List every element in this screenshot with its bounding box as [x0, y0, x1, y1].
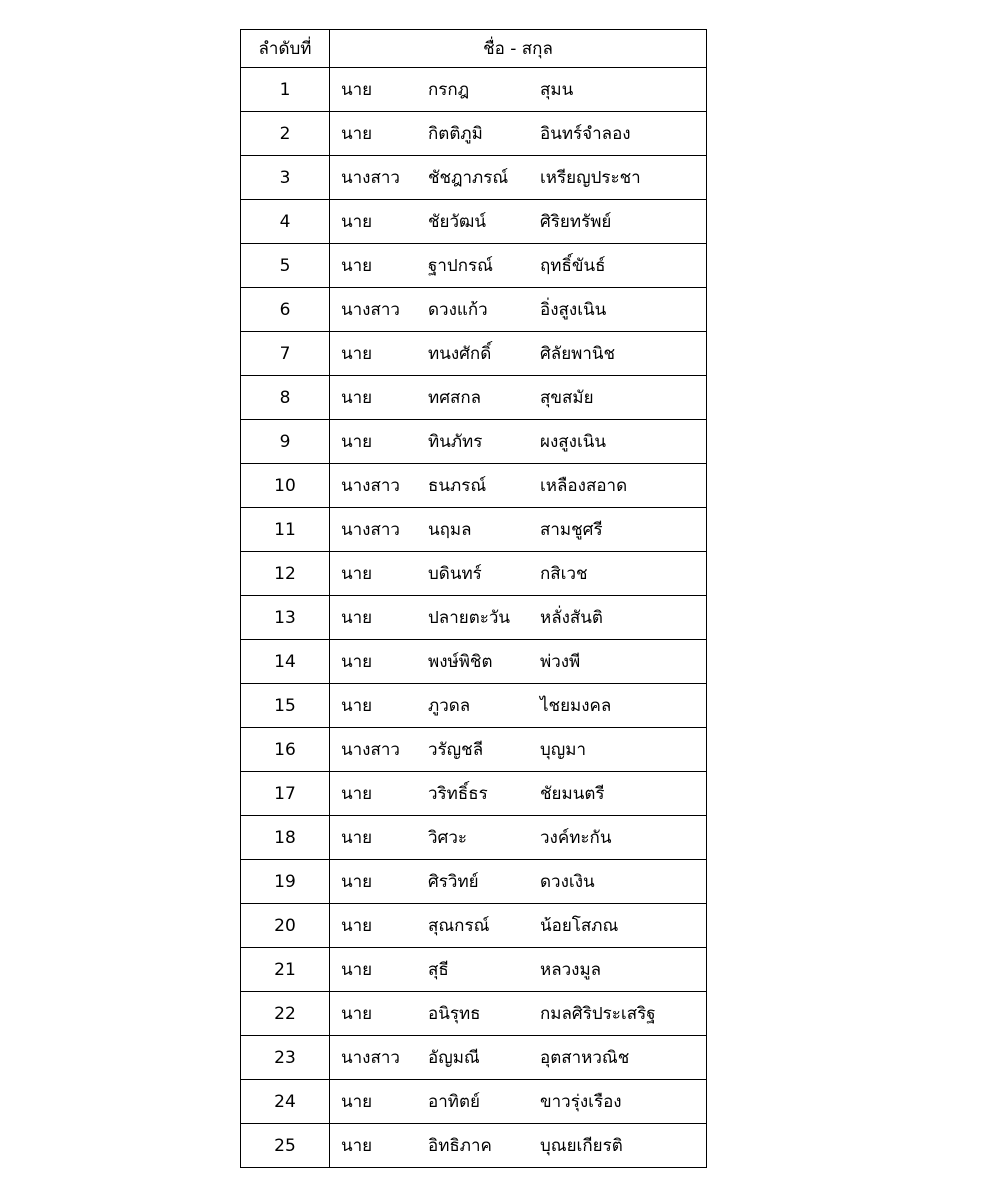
name-title: นาย — [341, 1092, 373, 1112]
header-row — [241, 30, 707, 68]
first-name: ชัยวัฒน์ — [428, 212, 487, 232]
last-name: ดวงเงิน — [540, 872, 595, 892]
table-row — [241, 640, 707, 684]
name-title: นาย — [341, 960, 373, 980]
first-name: วรัญชลี — [428, 740, 484, 760]
table-row — [241, 376, 707, 420]
table-row — [241, 772, 707, 816]
table-row — [241, 1124, 707, 1168]
first-name: วิศวะ — [428, 828, 468, 848]
first-name: อนิรุทธ — [428, 1004, 481, 1024]
order-number: 3 — [241, 156, 330, 200]
full-name-cell — [330, 332, 707, 376]
order-number: 15 — [241, 684, 330, 728]
order-number: 14 — [241, 640, 330, 684]
last-name: หลวงมูล — [540, 960, 602, 980]
name-line — [330, 516, 706, 540]
name-title: นาย — [341, 388, 373, 408]
full-name-cell — [330, 904, 707, 948]
first-name: กรกฎ — [428, 80, 470, 100]
table-body — [241, 68, 707, 1168]
first-name: อิทธิภาค — [428, 1136, 492, 1156]
name-title: นาย — [341, 608, 373, 628]
name-line — [330, 1000, 706, 1024]
first-name: ดวงแก้ว — [428, 300, 488, 320]
table-row — [241, 992, 707, 1036]
name-title: นาย — [341, 916, 373, 936]
name-title: นางสาว — [341, 1048, 400, 1068]
full-name-cell — [330, 288, 707, 332]
table-row — [241, 860, 707, 904]
name-line — [330, 1132, 706, 1156]
name-line — [330, 1088, 706, 1112]
name-title: นาย — [341, 344, 373, 364]
full-name-cell — [330, 992, 707, 1036]
order-number: 17 — [241, 772, 330, 816]
last-name: กมลศิริประเสริฐ — [540, 1004, 656, 1024]
first-name: กิตติภูมิ — [428, 124, 483, 144]
student-name-table — [240, 29, 707, 1168]
name-line — [330, 1044, 706, 1068]
table-row — [241, 684, 707, 728]
full-name-cell — [330, 420, 707, 464]
order-number: 7 — [241, 332, 330, 376]
order-number: 13 — [241, 596, 330, 640]
name-title: นางสาว — [341, 740, 400, 760]
name-line — [330, 648, 706, 672]
name-line — [330, 296, 706, 320]
table-row — [241, 244, 707, 288]
name-line — [330, 472, 706, 496]
last-name: น้อยโสภณ — [540, 916, 619, 936]
full-name-cell — [330, 816, 707, 860]
order-number: 10 — [241, 464, 330, 508]
name-title: นาย — [341, 784, 373, 804]
last-name: บุณยเกียรติ — [540, 1136, 623, 1156]
order-number: 1 — [241, 68, 330, 112]
full-name-cell — [330, 772, 707, 816]
first-name: ภูวดล — [428, 696, 471, 716]
order-number: 5 — [241, 244, 330, 288]
name-title: นาย — [341, 256, 373, 276]
first-name: วริทธิ์ธร — [428, 784, 488, 804]
full-name-cell — [330, 684, 707, 728]
table-row — [241, 948, 707, 992]
full-name-cell — [330, 464, 707, 508]
name-title: นางสาว — [341, 300, 400, 320]
order-number: 20 — [241, 904, 330, 948]
full-name-cell — [330, 1080, 707, 1124]
order-number: 6 — [241, 288, 330, 332]
last-name: สุขสมัย — [540, 388, 594, 408]
first-name: พงษ์พิชิต — [428, 652, 493, 672]
name-line — [330, 340, 706, 364]
full-name-cell — [330, 1036, 707, 1080]
table-row — [241, 596, 707, 640]
last-name: อุตสาหวณิช — [540, 1048, 630, 1068]
full-name-cell — [330, 1124, 707, 1168]
name-line — [330, 76, 706, 100]
name-line — [330, 120, 706, 144]
order-number: 24 — [241, 1080, 330, 1124]
first-name: นฤมล — [428, 520, 472, 540]
name-title: นางสาว — [341, 168, 400, 188]
name-line — [330, 384, 706, 408]
table-row — [241, 332, 707, 376]
last-name: เหลืองสอาด — [540, 476, 628, 496]
name-title: นาย — [341, 696, 373, 716]
name-line — [330, 692, 706, 716]
full-name-cell — [330, 244, 707, 288]
order-number: 8 — [241, 376, 330, 420]
full-name-cell — [330, 200, 707, 244]
full-name-cell — [330, 596, 707, 640]
full-name-cell — [330, 728, 707, 772]
first-name: ชัชฎาภรณ์ — [428, 168, 509, 188]
name-title: นางสาว — [341, 520, 400, 540]
first-name: ธนภรณ์ — [428, 476, 487, 496]
last-name: ศิลัยพานิช — [540, 344, 616, 364]
order-number: 11 — [241, 508, 330, 552]
last-name: วงค์ทะกัน — [540, 828, 612, 848]
order-number: 19 — [241, 860, 330, 904]
last-name: บุญมา — [540, 740, 587, 760]
table-row — [241, 728, 707, 772]
last-name: อินทร์จำลอง — [540, 124, 631, 144]
last-name: ขาวรุ่งเรือง — [540, 1092, 622, 1112]
full-name-cell — [330, 508, 707, 552]
order-number: 9 — [241, 420, 330, 464]
full-name-cell — [330, 156, 707, 200]
table-row — [241, 1036, 707, 1080]
first-name: สุธี — [428, 960, 449, 980]
order-column-header: ลำดับที่ — [241, 30, 330, 68]
table-row — [241, 464, 707, 508]
name-line — [330, 428, 706, 452]
name-line — [330, 956, 706, 980]
first-name: ศิรวิทย์ — [428, 872, 479, 892]
first-name: ปลายตะวัน — [428, 608, 511, 628]
last-name: สุมน — [540, 80, 574, 100]
order-number: 12 — [241, 552, 330, 596]
full-name-cell — [330, 68, 707, 112]
first-name: สุณกรณ์ — [428, 916, 490, 936]
full-name-cell — [330, 112, 707, 156]
first-name: ทินภัทร — [428, 432, 483, 452]
name-title: นาย — [341, 212, 373, 232]
table-row — [241, 1080, 707, 1124]
table-row — [241, 904, 707, 948]
name-line — [330, 252, 706, 276]
first-name: อัญมณี — [428, 1048, 480, 1068]
name-line — [330, 868, 706, 892]
full-name-cell — [330, 376, 707, 420]
first-name: อาทิตย์ — [428, 1092, 480, 1112]
table-row — [241, 508, 707, 552]
table-row — [241, 68, 707, 112]
name-title: นาย — [341, 1004, 373, 1024]
last-name: ฤทธิ์ขันธ์ — [540, 256, 606, 276]
name-title: นาย — [341, 1136, 373, 1156]
full-name-cell — [330, 640, 707, 684]
name-title: นาย — [341, 432, 373, 452]
last-name: ศิริยทรัพย์ — [540, 212, 612, 232]
last-name: กสิเวช — [540, 564, 588, 584]
first-name: ทนงศักดิ์ — [428, 344, 492, 364]
order-number: 21 — [241, 948, 330, 992]
table-row — [241, 200, 707, 244]
name-title: นาย — [341, 652, 373, 672]
name-title: นาย — [341, 564, 373, 584]
name-line — [330, 824, 706, 848]
table-row — [241, 816, 707, 860]
order-number: 18 — [241, 816, 330, 860]
name-column-header: ชื่อ - สกุล — [330, 30, 707, 68]
name-line — [330, 912, 706, 936]
last-name: พ่วงพี — [540, 652, 581, 672]
last-name: อิ่งสูงเนิน — [540, 300, 607, 320]
order-number: 25 — [241, 1124, 330, 1168]
first-name: ทศสกล — [428, 388, 482, 408]
table-row — [241, 156, 707, 200]
order-number: 2 — [241, 112, 330, 156]
order-number: 16 — [241, 728, 330, 772]
order-number: 22 — [241, 992, 330, 1036]
full-name-cell — [330, 948, 707, 992]
name-line — [330, 780, 706, 804]
last-name: ผงสูงเนิน — [540, 432, 606, 452]
table-row — [241, 420, 707, 464]
name-line — [330, 736, 706, 760]
last-name: หลั่งสันติ — [540, 608, 603, 628]
full-name-cell — [330, 860, 707, 904]
full-name-cell — [330, 552, 707, 596]
name-line — [330, 560, 706, 584]
last-name: เหรียญประชา — [540, 168, 641, 188]
table-row — [241, 552, 707, 596]
name-line — [330, 164, 706, 188]
order-number: 23 — [241, 1036, 330, 1080]
last-name: ไชยมงคล — [540, 696, 612, 716]
name-line — [330, 208, 706, 232]
name-title: นาย — [341, 80, 373, 100]
name-title: นาย — [341, 872, 373, 892]
table-row — [241, 288, 707, 332]
first-name: บดินทร์ — [428, 564, 482, 584]
name-title: นางสาว — [341, 476, 400, 496]
name-title: นาย — [341, 828, 373, 848]
order-number: 4 — [241, 200, 330, 244]
first-name: ฐาปกรณ์ — [428, 256, 493, 276]
last-name: ชัยมนตรี — [540, 784, 605, 804]
table-row — [241, 112, 707, 156]
name-line — [330, 604, 706, 628]
name-title: นาย — [341, 124, 373, 144]
last-name: สามชูศรี — [540, 520, 603, 540]
